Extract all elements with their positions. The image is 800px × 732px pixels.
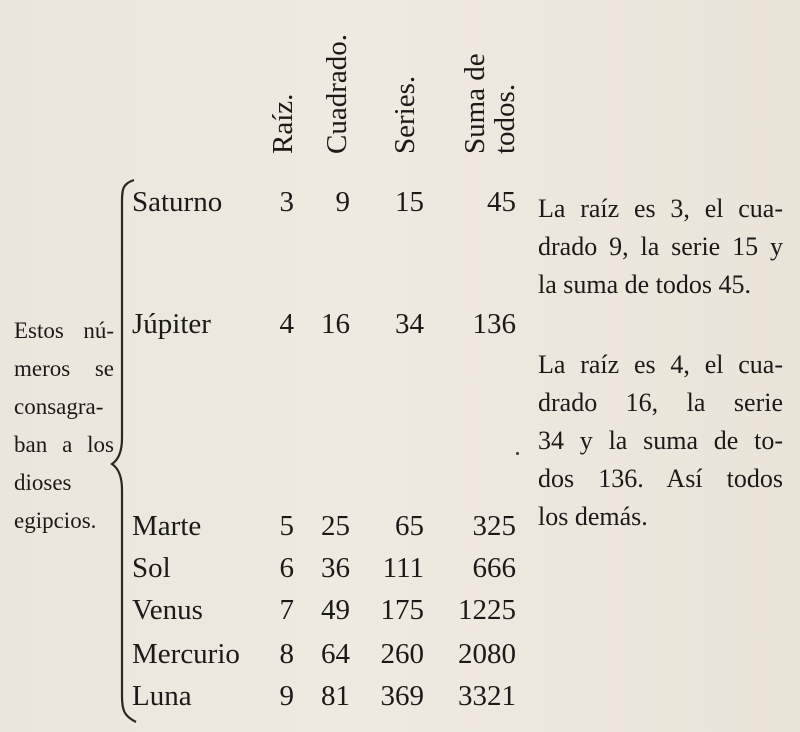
header-raiz — [268, 64, 302, 154]
planet-name: Luna — [132, 680, 192, 712]
header-suma-line2: todos. — [489, 83, 521, 154]
right-note-saturno — [538, 190, 783, 304]
suma-value: 3321 — [458, 680, 516, 712]
header-suma-line1: Suma de — [459, 53, 491, 154]
note-line: los demás. — [538, 502, 648, 531]
raiz-value: 6 — [279, 552, 294, 584]
ink-speck — [516, 452, 519, 455]
table-row — [0, 590, 530, 630]
series-value: 65 — [395, 510, 424, 542]
note-line: Estos nú- — [14, 318, 114, 343]
cuadrado-value: 49 — [321, 594, 350, 626]
planet-name: Saturno — [132, 186, 223, 218]
right-note-jupiter — [538, 346, 783, 536]
series-value: 369 — [380, 680, 424, 712]
cuadrado-value: 9 — [335, 186, 350, 218]
series-value: 111 — [382, 552, 424, 584]
planet-name: Júpiter — [132, 308, 211, 340]
cuadrado-value: 25 — [321, 510, 350, 542]
series-value: 260 — [380, 638, 424, 670]
suma-value: 1225 — [458, 594, 516, 626]
note-line: meros se — [14, 356, 114, 381]
planet-name: Mercurio — [132, 638, 240, 670]
note-line: drado 16, la serie — [538, 388, 783, 417]
cuadrado-value: 64 — [321, 638, 350, 670]
left-margin-note — [14, 312, 114, 540]
table-row — [0, 548, 530, 588]
note-line: dos 136. Así todos — [538, 464, 783, 493]
planet-name: Venus — [132, 594, 203, 626]
raiz-value: 7 — [279, 594, 294, 626]
note-line: la suma de todos 45. — [538, 270, 752, 299]
raiz-value: 9 — [279, 680, 294, 712]
header-suma — [460, 34, 522, 154]
header-series — [390, 44, 424, 154]
suma-value: 666 — [472, 552, 516, 584]
cuadrado-value: 36 — [321, 552, 350, 584]
table-row — [0, 634, 530, 674]
raiz-value: 8 — [279, 638, 294, 670]
raiz-value: 3 — [279, 186, 294, 218]
note-line: La raíz es 3, el cua- — [538, 194, 783, 223]
note-line: consagra- — [14, 394, 104, 419]
suma-value: 136 — [472, 308, 516, 340]
header-raiz-label: Raíz. — [267, 93, 299, 154]
series-value: 15 — [395, 186, 424, 218]
suma-value: 325 — [472, 510, 516, 542]
raiz-value: 5 — [279, 510, 294, 542]
cuadrado-value: 81 — [321, 680, 350, 712]
planet-name: Sol — [132, 552, 171, 584]
note-line: dioses — [14, 470, 72, 495]
header-cuadrado-label: Cuadrado. — [321, 34, 353, 154]
cuadrado-value: 16 — [321, 308, 350, 340]
header-cuadrado — [322, 4, 356, 154]
note-line: 34 y la suma de to- — [538, 426, 783, 455]
table-row — [0, 182, 530, 222]
note-line: drado 9, la serie 15 y — [538, 232, 783, 261]
suma-value: 45 — [487, 186, 516, 218]
planet-name: Marte — [132, 510, 202, 542]
raiz-value: 4 — [279, 308, 294, 340]
header-series-label: Series. — [389, 75, 421, 154]
note-line: ban a los — [14, 432, 114, 457]
note-line: La raíz es 4, el cua- — [538, 350, 783, 379]
table-row — [0, 676, 530, 716]
suma-value: 2080 — [458, 638, 516, 670]
note-line: egipcios. — [14, 508, 97, 533]
series-value: 34 — [395, 308, 424, 340]
series-value: 175 — [380, 594, 424, 626]
